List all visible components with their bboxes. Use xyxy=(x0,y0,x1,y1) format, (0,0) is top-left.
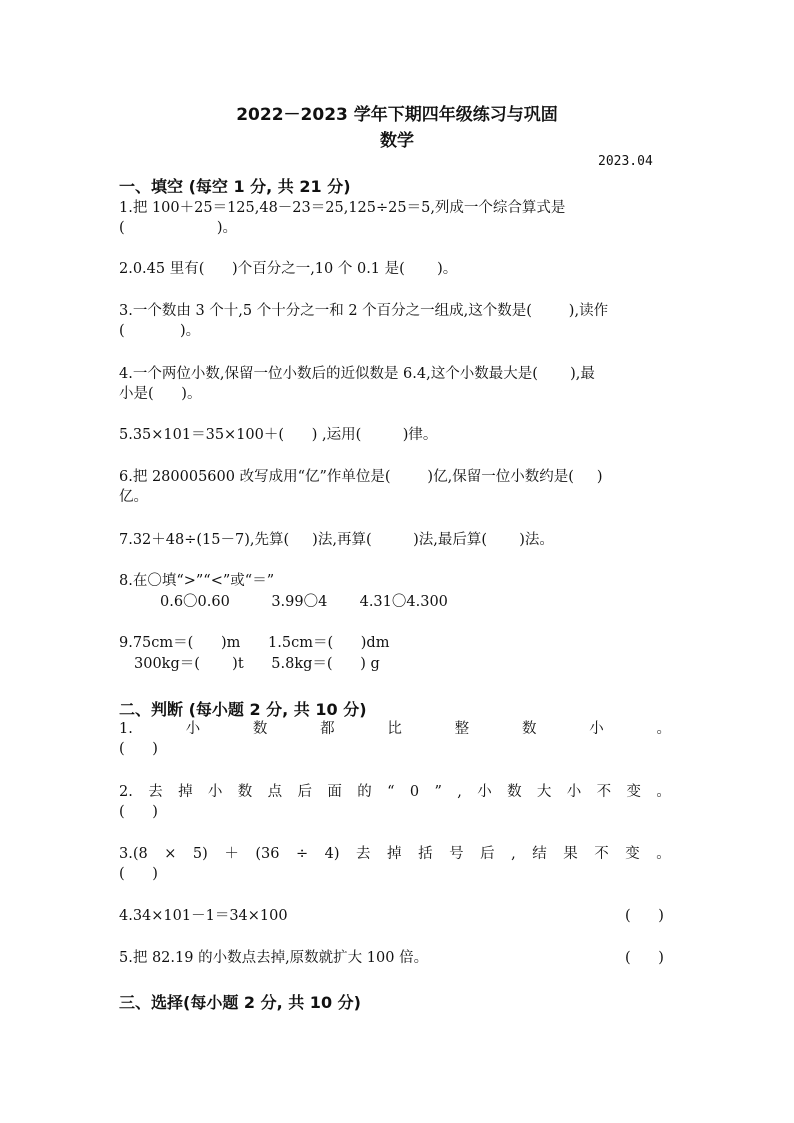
s2-q3-token: ＋ xyxy=(224,846,239,862)
s2-q4: 4.34×101－1＝34×100 xyxy=(119,908,288,924)
s2-q4-answer-bracket: ( ) xyxy=(625,908,664,924)
s2-q2-token: 掉 xyxy=(178,784,193,800)
s2-q3-token: 5) xyxy=(192,846,208,862)
s2-q2-token: 大 xyxy=(536,784,552,800)
s2-q2-token: 小 xyxy=(207,784,223,800)
s1-q7: 7.32＋48÷(15－7),先算( )法,再算( )法,最后算( )法。 xyxy=(119,532,554,548)
s2-q3-token: 去 xyxy=(356,846,371,862)
s2-q2-token: 面 xyxy=(327,784,342,800)
s2-q2-token: 小 xyxy=(566,784,582,800)
s1-q9-line1: 9.75cm＝( )m 1.5cm＝( )dm xyxy=(119,635,390,651)
s2-q1-token: 比 xyxy=(387,721,402,737)
s1-q4-line1: 4.一个两位小数,保留一位小数后的近似数是 6.4,这个小数最大是( ),最 xyxy=(119,366,595,382)
s2-q1-token: 小 xyxy=(185,721,201,737)
s2-q1-token: 都 xyxy=(320,721,335,737)
s2-q2-token: 0 xyxy=(409,784,420,800)
s1-q1-line1: 1.把 100＋25＝125,48－23＝25,125÷25＝5,列成一个综合算式是 xyxy=(119,200,566,216)
s2-q3-token: 号 xyxy=(449,846,464,862)
s1-q3-line2: ( )。 xyxy=(119,323,201,339)
s2-q3-line1 xyxy=(119,844,671,864)
s2-q1-token: 数 xyxy=(521,721,537,737)
s1-q8-line2: 0.6〇0.60 3.99〇4 4.31〇4.300 xyxy=(160,594,448,610)
s2-q3-token: 。 xyxy=(656,846,671,862)
s1-q4-line2: 小是( )。 xyxy=(119,386,202,402)
s2-q2-token: 的 xyxy=(357,784,372,800)
section3-heading: 三、选择(每小题 2 分, 共 10 分) xyxy=(119,993,361,1012)
s1-q2: 2.0.45 里有( )个百分之一,10 个 0.1 是( )。 xyxy=(119,261,458,277)
s2-q1-line2: ( ) xyxy=(119,741,158,757)
s2-q3-token: 括 xyxy=(418,846,433,862)
s2-q1-token: 。 xyxy=(656,721,671,737)
s2-q3-token: 果 xyxy=(563,846,578,862)
s2-q1-line1 xyxy=(119,719,671,739)
s1-q8-line1: 8.在〇填“>”“<”或“＝” xyxy=(119,573,275,589)
s2-q2-token: 小 xyxy=(477,784,492,800)
s2-q5-answer-bracket: ( ) xyxy=(625,950,664,966)
s2-q1-token: 整 xyxy=(454,721,470,737)
s2-q2-token: ” xyxy=(434,784,442,800)
s2-q2-token: 点 xyxy=(267,784,283,800)
s2-q2-token: 。 xyxy=(656,784,671,800)
s1-q3-line1: 3.一个数由 3 个十,5 个十分之一和 2 个百分之一组成,这个数是( ),读作 xyxy=(119,303,609,319)
s2-q1-token: 小 xyxy=(589,721,604,737)
s2-q2-token: , xyxy=(457,784,462,800)
s2-q3-token: , xyxy=(511,846,516,862)
s2-q3-token: 变 xyxy=(625,846,640,862)
section1-heading: 一、填空 (每空 1 分, 共 21 分) xyxy=(119,177,351,196)
s1-q6-line2: 亿。 xyxy=(119,489,148,505)
s2-q2-token: 后 xyxy=(297,784,312,800)
s2-q2-token: “ xyxy=(387,784,395,800)
s2-q3-token: (36 xyxy=(255,846,280,862)
s2-q3-line2: ( ) xyxy=(119,866,158,882)
s2-q2-line1 xyxy=(119,782,671,802)
document-date: 2023.04 xyxy=(598,154,653,169)
s2-q3-token: 结 xyxy=(532,846,547,862)
s2-q3-token: 掉 xyxy=(387,846,402,862)
s2-q3-token: ÷ xyxy=(295,846,309,862)
s2-q1-token: 数 xyxy=(252,721,268,737)
s2-q2-token: 变 xyxy=(626,784,641,800)
s1-q1-line2: ( )。 xyxy=(119,220,237,236)
s2-q1-token: 1. xyxy=(119,721,133,737)
s2-q3-token: 3.(8 xyxy=(119,846,148,862)
s2-q2-token: 2. xyxy=(119,784,133,800)
s2-q3-token: 4) xyxy=(324,846,340,862)
s2-q3-token: × xyxy=(164,846,177,862)
s2-q5: 5.把 82.19 的小数点去掉,原数就扩大 100 倍。 xyxy=(119,950,429,966)
document-title: 2022－2023 学年下期四年级练习与巩固 xyxy=(236,105,558,125)
s1-q6-line1: 6.把 280005600 改写成用“亿”作单位是( )亿,保留一位小数约是( ) xyxy=(119,469,603,485)
s1-q5: 5.35×101＝35×100＋( ) ,运用( )律。 xyxy=(119,427,438,443)
section2-heading: 二、判断 (每小题 2 分, 共 10 分) xyxy=(119,700,367,719)
subject-title: 数学 xyxy=(380,131,414,151)
s2-q2-line2: ( ) xyxy=(119,804,158,820)
s2-q2-token: 数 xyxy=(237,784,253,800)
s2-q2-token: 去 xyxy=(148,784,163,800)
s2-q2-token: 数 xyxy=(507,784,522,800)
s2-q3-token: 不 xyxy=(594,846,609,862)
s2-q3-token: 后 xyxy=(480,846,495,862)
s2-q2-token: 不 xyxy=(596,784,612,800)
s1-q9-line2: 300kg＝( )t 5.8kg＝( ) g xyxy=(134,656,380,672)
